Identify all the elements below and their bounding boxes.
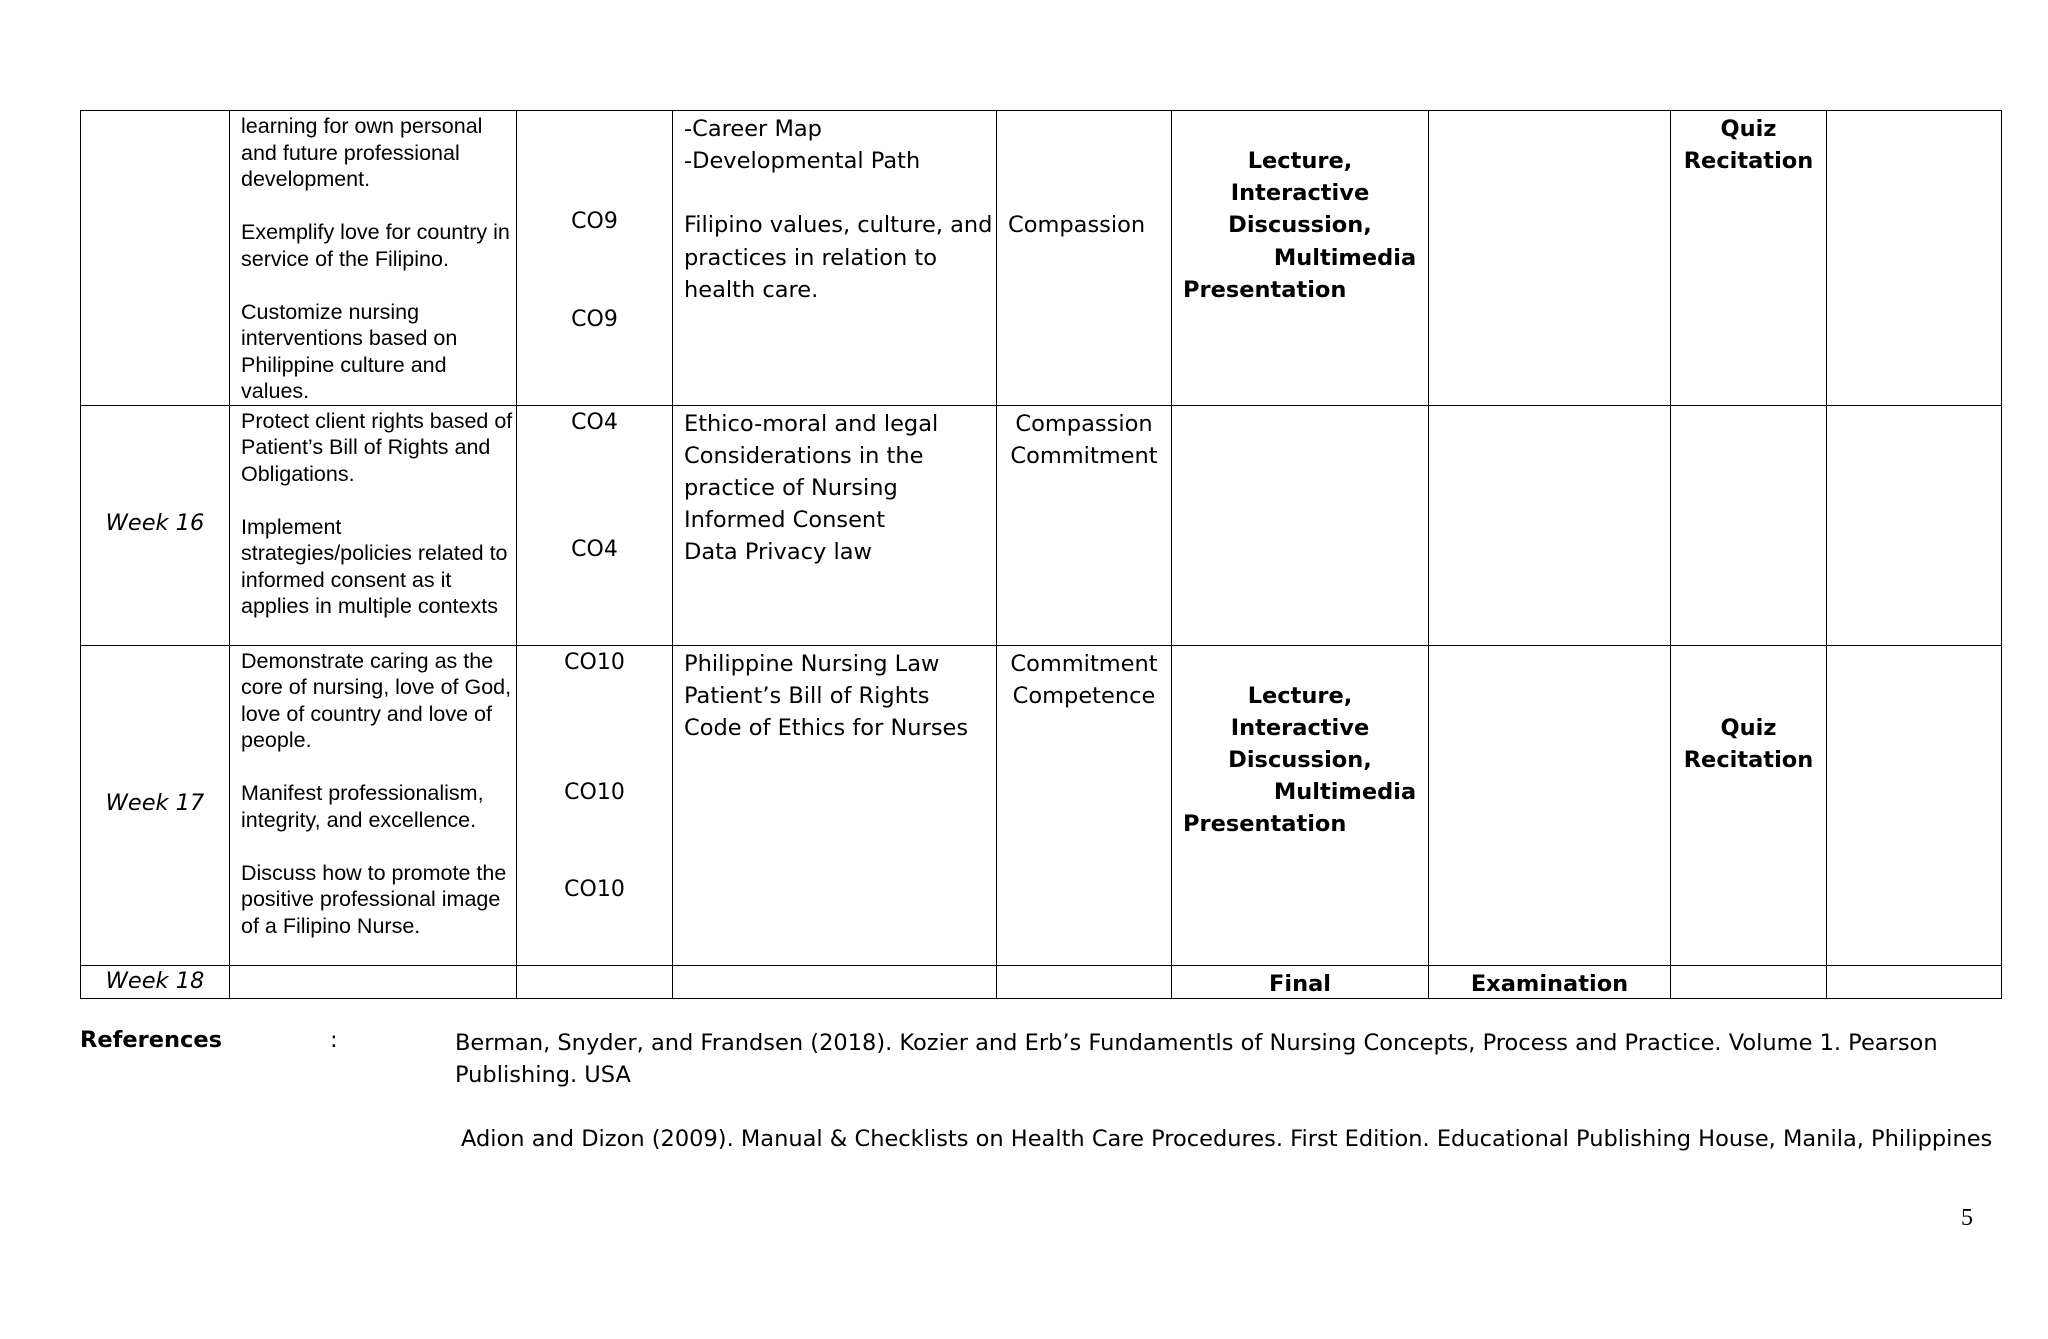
content-line: -Career Map bbox=[684, 116, 822, 142]
reference-item: Berman, Snyder, and Frandsen (2018). Kozier and Erb’s Fundamentls of Nursing Concepts, Process and Practice. Volume 1. Pearson Publishing. USA bbox=[455, 1030, 1938, 1088]
empty-cell bbox=[1827, 965, 2002, 998]
values-text: Commitment bbox=[1010, 442, 1158, 469]
objective-text: Demonstrate caring as the core of nursing, love of God, love of country and love of people. bbox=[241, 648, 512, 752]
values-cell bbox=[997, 405, 1172, 645]
assessment-cell bbox=[1671, 405, 1827, 645]
empty-cell bbox=[517, 965, 673, 998]
values-cell bbox=[997, 111, 1172, 406]
week-cell bbox=[81, 111, 230, 406]
tla-cell bbox=[1172, 111, 1429, 406]
assessment-line: Quiz bbox=[1720, 116, 1777, 142]
references-label: References bbox=[80, 1027, 222, 1053]
empty-cell bbox=[673, 965, 997, 998]
co-code: CO4 bbox=[571, 409, 618, 435]
objectives-cell bbox=[230, 111, 517, 406]
content-line: Patient’s Bill of Rights bbox=[684, 682, 930, 709]
content-line: health care. bbox=[684, 276, 819, 303]
empty-cell bbox=[997, 965, 1172, 998]
tla-line: Multimedia bbox=[1273, 779, 1417, 806]
empty-cell bbox=[230, 965, 517, 998]
tla-line: Discussion, bbox=[1228, 746, 1372, 773]
tla-line: Lecture, bbox=[1247, 148, 1353, 174]
week-cell bbox=[81, 965, 230, 998]
objective-text: Discuss how to promote the positive professional image of a Filipino Nurse. bbox=[241, 860, 507, 938]
tla-line: Interactive bbox=[1230, 714, 1370, 741]
objective-text: learning for own personal and future professional development. bbox=[241, 114, 483, 191]
objective-text: Customize nursing interventions based on Philippine culture and values. bbox=[241, 299, 458, 403]
content-cell bbox=[673, 111, 997, 406]
values-text: Compassion bbox=[1008, 212, 1146, 238]
content-line: Filipino values, culture, and bbox=[684, 212, 993, 239]
co-code: CO10 bbox=[564, 876, 625, 902]
tla-line: Presentation bbox=[1183, 811, 1347, 838]
tla-cell bbox=[1172, 645, 1429, 965]
content-cell bbox=[673, 405, 997, 645]
assessment-line: Quiz bbox=[1720, 714, 1777, 741]
tla-cell bbox=[1172, 405, 1429, 645]
empty-cell bbox=[1429, 645, 1671, 965]
final-cell bbox=[1172, 965, 1429, 998]
empty-cell bbox=[1827, 405, 2002, 645]
empty-cell bbox=[1827, 645, 2002, 965]
objectives-cell bbox=[230, 405, 517, 645]
empty-cell bbox=[1827, 111, 2002, 406]
examination-label: Examination bbox=[1470, 970, 1629, 997]
co-code: CO10 bbox=[564, 779, 625, 805]
content-line: -Developmental Path bbox=[684, 148, 921, 175]
values-text: Commitment bbox=[1010, 650, 1158, 677]
tla-line: Lecture, bbox=[1247, 682, 1353, 709]
assessment-cell bbox=[1671, 111, 1827, 406]
week-cell bbox=[81, 645, 230, 965]
syllabus-table bbox=[80, 110, 2002, 999]
tla-line: Presentation bbox=[1183, 276, 1347, 303]
content-line: practices in relation to bbox=[684, 244, 937, 271]
table-row bbox=[81, 965, 2002, 998]
references-colon: : bbox=[330, 1027, 338, 1053]
assessment-line: Recitation bbox=[1683, 746, 1814, 773]
tla-line: Discussion, bbox=[1228, 212, 1372, 239]
objective-text: Manifest professionalism, integrity, and excellence. bbox=[241, 781, 484, 832]
values-cell bbox=[997, 645, 1172, 965]
objective-text: Exemplify love for country in service of the Filipino. bbox=[241, 220, 510, 271]
co-cell bbox=[517, 645, 673, 965]
content-line: Considerations in the bbox=[684, 442, 924, 469]
objective-text: Protect client rights based of Patient’s Bill of Rights and Obligations. bbox=[241, 408, 513, 486]
week-label: Week 18 bbox=[105, 967, 205, 994]
assessment-line: Recitation bbox=[1683, 148, 1814, 175]
values-text: Compassion bbox=[1015, 410, 1153, 437]
co-cell bbox=[517, 405, 673, 645]
co-code: CO4 bbox=[571, 536, 618, 562]
table-row bbox=[81, 645, 2002, 965]
final-label: Final bbox=[1269, 970, 1331, 997]
content-line: Data Privacy law bbox=[684, 539, 872, 566]
empty-cell bbox=[1429, 111, 1671, 406]
week-label: Week 16 bbox=[105, 509, 205, 536]
table-row bbox=[81, 111, 2002, 406]
content-line: practice of Nursing bbox=[684, 474, 898, 501]
page-number: 5 bbox=[1961, 1205, 1973, 1231]
tla-line: Interactive bbox=[1230, 180, 1370, 207]
examination-cell bbox=[1429, 965, 1671, 998]
co-code: CO10 bbox=[564, 649, 625, 675]
content-line: Ethico-moral and legal bbox=[684, 410, 939, 437]
values-text: Competence bbox=[1012, 682, 1156, 709]
content-cell bbox=[673, 645, 997, 965]
co-cell bbox=[517, 111, 673, 406]
empty-cell bbox=[1671, 965, 1827, 998]
objective-text: Implement strategies/policies related to informed consent as it applies in multiple contexts bbox=[241, 514, 508, 618]
week-label: Week 17 bbox=[105, 789, 205, 816]
table-row bbox=[81, 405, 2002, 645]
co-code: CO9 bbox=[571, 307, 618, 332]
assessment-cell bbox=[1671, 645, 1827, 965]
co-code: CO9 bbox=[571, 209, 618, 234]
objectives-cell bbox=[230, 645, 517, 965]
content-line: Philippine Nursing Law bbox=[684, 650, 940, 677]
content-line: Informed Consent bbox=[684, 507, 886, 534]
tla-line: Multimedia bbox=[1273, 244, 1417, 271]
content-line: Code of Ethics for Nurses bbox=[684, 714, 969, 741]
week-cell bbox=[81, 405, 230, 645]
empty-cell bbox=[1429, 405, 1671, 645]
reference-item: Adion and Dizon (2009). Manual & Checklists on Health Care Procedures. First Edition. Educational Publishing House, Manila, Philippines bbox=[461, 1126, 1993, 1152]
